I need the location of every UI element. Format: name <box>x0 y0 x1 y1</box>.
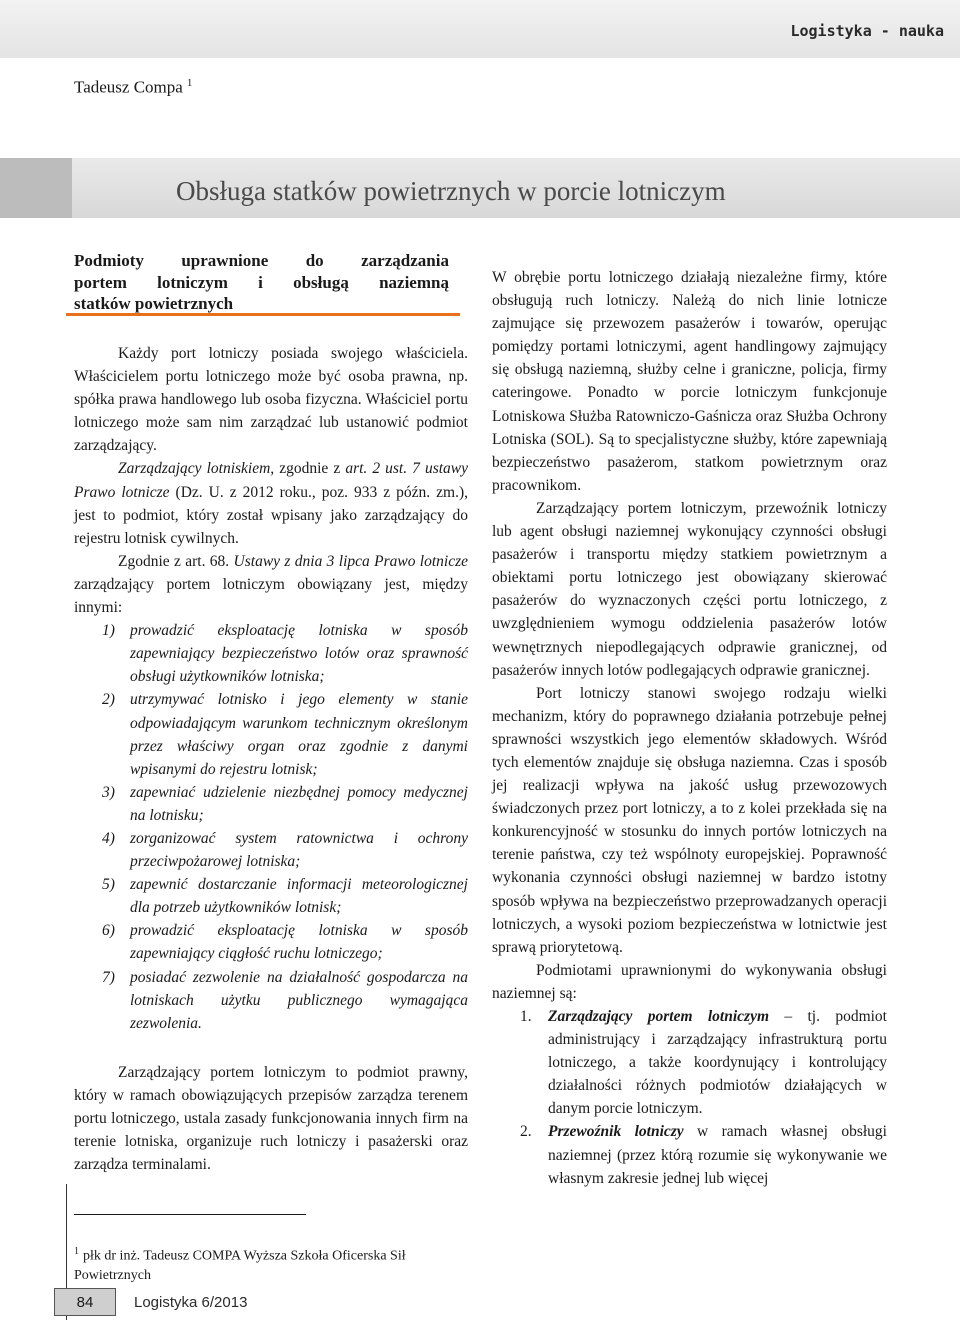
author-footnote-mark: 1 <box>186 77 193 89</box>
paragraph-manager-role: Zarządzający portem lotniczym to podmiot prawny, który w ramach obowiązujących przepisów zarządza terenem portu lotniczego, ustala zasady funkcjonowania innych firm na terenie lotniska, organizuje ruch lotniczy i pasażerski oraz zarządza terminalami. <box>74 1063 468 1174</box>
list-item-text: zorganizować system ratownictwa i ochrony przeciwpożarowej lotniska; <box>130 829 468 871</box>
paragraph-entities-intro: Podmiotami uprawnionymi do wykonywania obsługi naziemnej są: <box>492 961 887 1002</box>
heading-word: uprawnione <box>181 251 269 270</box>
heading-word: i <box>258 272 263 292</box>
list-number: 2. <box>520 1123 532 1141</box>
list-term: Zarządzający portem lotniczym <box>548 1008 770 1025</box>
list-term: Przewoźnik lotniczy <box>548 1123 684 1141</box>
footnote <box>74 1242 474 1285</box>
list-number: 4) <box>102 829 115 847</box>
list-item <box>74 919 468 965</box>
list-item <box>492 1120 887 1189</box>
list-number: 5) <box>102 876 115 894</box>
list-number: 1. <box>520 1008 532 1025</box>
list-item-text: – tj. podmiot administrujący i zarządzający infrastrukturą portu lotniczego, a także koordynujący i kontrolujący działalności różnych podmiotów działających w danym porcie lotniczym. <box>548 1008 887 1118</box>
footnote-mark: 1 <box>74 1246 79 1257</box>
heading-word: do <box>305 251 324 270</box>
paragraph-passenger-routing: Zarządzający portem lotniczym, przewoźnik lotniczy lub agent obsługi naziemnej wykonujący czynności obsługi pasażerów i transportu między statkiem powietrznym a obiektami portu lotniczego jest obowiązany skierować pasażerów do wyznaczonych części portu lotniczego, z uwzględnieniem wymogu oddzielenia pasażerów lotów wewnętrznych niepodlegających odprawie granicznej, od pasażerów innych lotów podlegających odprawie granicznej. <box>492 499 887 679</box>
obligations-list <box>74 619 468 1035</box>
list-item <box>74 827 468 873</box>
paragraph-definition <box>74 457 468 549</box>
author-name: Tadeusz Compa <box>74 77 183 97</box>
list-item-text: zapewnić dostarczanie informacji meteorologicznej dla potrzeb użytkowników lotnisk; <box>130 876 468 917</box>
footnote-separator <box>74 1214 306 1215</box>
italic-citation: art. 2 ust. 7 ustawy Prawo lotnicze <box>74 460 469 501</box>
footnote-text: płk dr inż. Tadeusz COMPA Wyższa Szkoła Oficerska Sił Powietrznych <box>74 1248 406 1283</box>
italic-term: Zarządzający lotniskiem, <box>118 460 275 478</box>
footer-journal-label: Logistyka 6/2013 <box>134 1294 248 1311</box>
list-number: 3) <box>102 783 115 801</box>
list-item-text: utrzymywać lotnisko i jego elementy w stanie odpowiadającym warunkom technicznym określonym przez właściwy organ oraz zgodnie z danymi wpisanymi do rejestru lotnisk; <box>130 691 468 778</box>
heading-word: zarządzania <box>361 251 449 270</box>
entities-list <box>492 1005 887 1190</box>
heading-word: lotniczym <box>157 272 228 292</box>
heading-word: portem <box>74 272 127 292</box>
list-item <box>74 873 468 919</box>
sentence: Właściciel portu lotniczego może sam nim zarządzać lub ustanowić podmiot zarządzający. <box>74 391 468 455</box>
heading-word: naziemną <box>379 272 449 292</box>
section-heading <box>74 250 449 315</box>
section-heading-line-3: statków powietrznych <box>74 294 234 313</box>
list-item-text: w ramach własnej obsługi naziemnej (przez którą rozumie się wykonywanie we własnym zakresie jednej lub więcej <box>548 1123 887 1187</box>
paragraph-obligations-intro <box>74 550 468 619</box>
italic-citation: Ustawy z dnia 3 lipca Prawo lotnicze <box>233 552 469 570</box>
text-run: (Dz. U. z 2012 roku., poz. 933 z późn. zm.), jest to podmiot, który został wpisany jako zarządzający do rejestru lotnisk cywilnych. <box>74 483 468 547</box>
section-heading-line-2 <box>74 272 449 294</box>
list-item <box>74 781 468 827</box>
paragraph-ground-handling: Port lotniczy stanowi swojego rodzaju wielki mechanizm, który do poprawnego działania potrzebuje pełnej sprawności wszystkich jego elementów składowych. Wśród tych elementów znajduje się obsługa naziemna. Czas i sposób jej realizacji wpływa na jakość usług przewozowych świadczonych przez port lotniczy, a to z kolei przekłada się na konkurencyjność w stosunku do innych portów lotniczych na terenie państwa, czy też wspólnoty europejskiej. Poprawność wykonania czynności obsługi naziemnej w bardzo istotny sposób wpływa na bezpieczeństwo przeprowadzanych operacji lotniczych, a wysoki poziom bezpieczeństwa w lotnictwie jest sprawą priorytetową. <box>492 684 887 956</box>
list-number: 6) <box>102 922 115 940</box>
paragraph-independent-firms: W obrębie portu lotniczego działają niezależne firmy, które obsługują ruch lotniczy. Należą do nich linie lotnicze zajmujące się przewozem pasażerów i towarów, operując pomiędzy portami lotniczymi, agent handlingowy zajmujący się obsługą naziemną, służby celne i graniczne, policja, firmy cateringowe. Ponadto w porcie lotniczym funkcjonuje Lotniskowa Służba Ratowniczo-Gaśnicza oraz Służba Ochrony Lotniska (SOL). Są to specjalistyczne służby, które zapewniają bezpieczeństwo pasażerom, statkom powietrznym oraz pracownikom. <box>492 269 887 494</box>
list-number: 1) <box>102 622 115 640</box>
list-item <box>74 688 468 780</box>
list-item <box>492 1005 887 1120</box>
sentence: Właścicielem portu lotniczego może być osoba prawna, np. spółka prawa handlowego lub osoba fizyczna. <box>74 368 468 409</box>
page-number: 84 <box>54 1288 116 1316</box>
right-column <box>492 266 887 1190</box>
list-item-text: posiadać zezwolenie na działalność gospodarcza na lotniskach użytku publicznego wymagająca zezwolenia. <box>130 968 468 1032</box>
list-number: 2) <box>102 691 115 709</box>
journal-section-label: Logistyka - nauka <box>790 22 944 40</box>
list-item-text: prowadzić eksploatację lotniska w sposób zapewniający bezpieczeństwo lotów oraz sprawność obsługi użytkowników lotniska; <box>130 622 468 686</box>
heading-word: Podmioty <box>74 251 144 270</box>
section-heading-line-1 <box>74 250 449 272</box>
heading-underline-rule <box>66 313 460 316</box>
paragraph-ownership <box>74 342 468 457</box>
title-accent-block <box>0 158 72 218</box>
text-run: zarządzający portem lotniczym obowiązany jest, między innymi: <box>74 575 468 617</box>
left-column <box>74 342 468 1176</box>
list-item-text: zapewniać udzielenie niezbędnej pomocy medycznej na lotnisku; <box>130 783 468 824</box>
article-title: Obsługa statków powietrznych w porcie lotniczym <box>176 176 726 206</box>
text-run: Zgodnie z art. 68. <box>118 552 230 570</box>
list-item <box>74 619 468 688</box>
list-item-text: prowadzić eksploatację lotniska w sposób zapewniający ciągłość ruchu lotniczego; <box>130 922 468 963</box>
sentence: Każdy port lotniczy posiada swojego właściciela. <box>118 345 468 362</box>
list-number: 7) <box>102 968 115 986</box>
text-run: zgodnie z <box>279 460 341 478</box>
list-item <box>74 966 468 1035</box>
author-line <box>74 77 192 98</box>
heading-word: obsługą <box>293 272 349 292</box>
